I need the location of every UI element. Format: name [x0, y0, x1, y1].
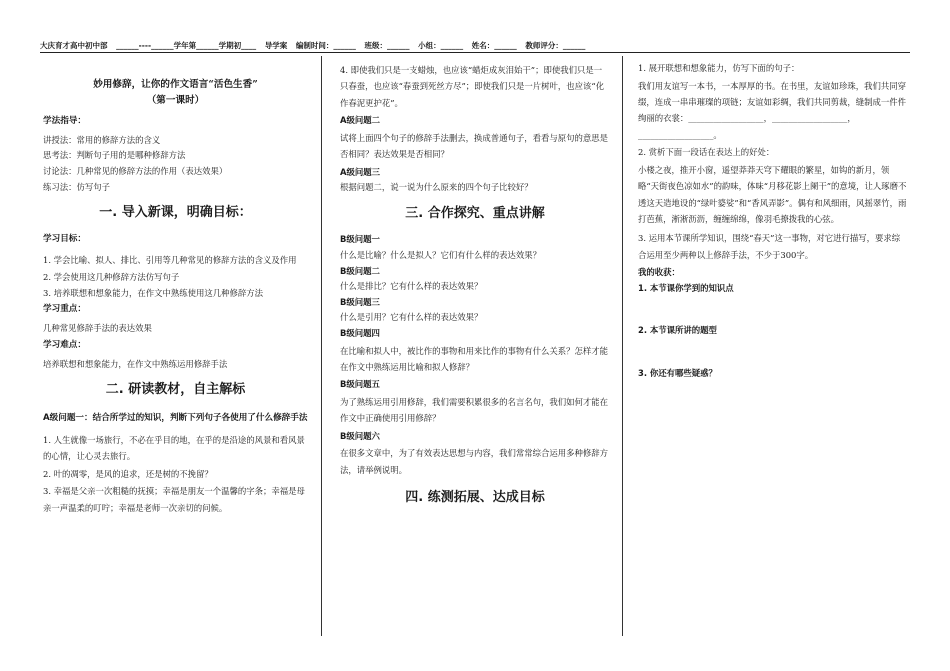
question-b4-title: B级问题四 — [340, 327, 380, 338]
header-class: 班级：______ — [364, 41, 410, 50]
goal-item: 3. 培养联想和想象能力，在作文中熟练使用这几种修辞方法 — [43, 287, 264, 298]
header-name: 姓名：______ — [471, 41, 517, 50]
header-year: ______----______学年第______学期初____ — [116, 41, 257, 50]
sentence-item: 2. 叶的凋零，是风的追求，还是树的不挽留？ — [43, 468, 213, 479]
question-b6-title: B级问题六 — [340, 430, 380, 441]
exercise-2-text: 小楼之夜，推开小窗，遥望莽莽天穹下耀眼的繁星，如钩的新月，领略“天街夜色凉如水”的韵味，体味“月移花影上阑干”的意境，让人琢磨不透这天造地设的“绿叶婆娑”和“香风弄影”。偶有和风细雨，风摇翠竹，雨打芭蕉，淅淅沥沥，缠缠绵绵，像羽毛撩拨我的心弦。 — [638, 164, 907, 224]
key-text: 几种常见修辞手法的表达效果 — [43, 323, 152, 333]
question-b6: 在很多文章中，为了有效表达思想与内容，我们常常综合运用多种修辞方法，请举例说明。 — [340, 448, 608, 475]
header-score: 教师评分：______ — [525, 41, 586, 50]
question-a1: A级问题一：结合所学过的知识，判断下列句子各使用了什么修辞手法 — [43, 412, 308, 423]
question-b2: 什么是排比？它有什么样的表达效果？ — [340, 281, 483, 292]
exercise-1: 1. 展开联想和想象能力，仿写下面的句子： — [638, 63, 800, 73]
goals-heading: 学习目标： — [43, 233, 86, 244]
question-a2-title: A级问题二 — [340, 115, 380, 126]
question-a3-title: A级问题三 — [340, 166, 380, 177]
section-heading-3: 三. 合作探究、重点讲解 — [405, 205, 545, 221]
column-divider-2 — [622, 56, 623, 636]
sentence-item: 4. 即使我们只是一支蜡烛，也应该“蜡炬成灰泪始干”；即使我们只是一只春蚕，也应该“春蚕到死丝方尽”；即使我们只是一片树叶，也应该“化作春泥更护花”。 — [340, 65, 605, 108]
question-a2: 试将上面四个句子的修辞手法删去，换成普通句子，看看与原句的意思是否相同？表达效果是否相同？ — [340, 132, 608, 160]
lesson-title: 妙用修辞，让你的作文语言“活色生香” — [93, 79, 258, 90]
goal-item: 2. 学会使用这几种修辞方法仿写句子 — [43, 271, 180, 282]
header-divider — [40, 52, 910, 53]
question-b5: 为了熟练运用引用修辞，我们需要积累很多的名言名句，我们如何才能在作文中正确使用引用修辞？ — [340, 396, 608, 424]
column-left — [43, 62, 308, 519]
harvest-item-3: 3. 你还有哪些疑惑？ — [638, 367, 717, 378]
question-a3: 根据问题二，说一说为什么原来的四个句子比较好？ — [340, 182, 533, 193]
method-item: 练习法：仿写句子 — [43, 181, 110, 192]
exercise-2: 2. 赏析下面一段话在表达上的好处： — [638, 147, 775, 158]
question-b2-title: B级问题二 — [340, 265, 380, 276]
column-divider-1 — [321, 56, 322, 636]
question-b5-title: B级问题五 — [340, 379, 380, 390]
harvest-heading: 我的收获： — [638, 267, 680, 278]
method-heading: 学法指导： — [43, 115, 86, 126]
question-b3: 什么是引用？它有什么样的表达效果？ — [340, 312, 483, 323]
column-middle — [340, 62, 610, 518]
difficulty-heading: 学习难点： — [43, 339, 86, 350]
sentence-item: 3. 幸福是父亲一次粗糙的抚摸；幸福是朋友一个温馨的字条；幸福是母亲一声温柔的叮咛；幸福是老师一次亲切的问候。 — [43, 486, 305, 513]
method-item: 讲授法：常用的修辞方法的含义 — [43, 134, 161, 145]
harvest-item-2: 2. 本节课所讲的题型 — [638, 325, 717, 336]
section-heading-2: 二. 研读教材，自主解标 — [105, 382, 246, 398]
method-item: 讨论法：几种常见的修辞方法的作用（表达效果） — [43, 165, 228, 176]
exercise-1-text: 我们用友谊写一本书，一本厚厚的书。在书里，友谊如珍珠，我们共同穿缀，连成一串串璀璨的项链；友谊如彩绸，我们共同剪裁，缝制成一件件绚丽的衣裳：__________________，__________________，__________________。 — [638, 80, 906, 140]
harvest-item-1: 1. 本节课你学到的知识点 — [638, 282, 734, 293]
question-b1-title: B级问题一 — [340, 234, 380, 245]
difficulty-text: 培养联想和想象能力，在作文中熟练运用修辞手法 — [43, 358, 228, 369]
key-heading: 学习重点： — [43, 304, 86, 315]
goal-item: 1. 学会比喻、拟人、排比、引用等几种常见的修辞方法的含义及作用 — [43, 254, 297, 265]
section-heading-4: 四. 练测拓展、达成目标 — [405, 490, 545, 506]
lesson-subtitle: （第一课时） — [146, 95, 205, 107]
exercise-3: 3. 运用本节课所学知识，围绕“春天”这一事物，对它进行描写，要求综合运用至少两种以上修辞手法，不少于300字。 — [638, 233, 901, 260]
header-doc-type: 导学案 — [264, 41, 288, 50]
header-time: 编制时间：______ — [295, 41, 356, 50]
header-group: 小组：______ — [418, 41, 464, 50]
question-b1: 什么是比喻？什么是拟人？它们有什么样的表达效果？ — [340, 249, 541, 260]
sentence-item: 1. 人生就像一场旅行，不必在乎目的地，在乎的是沿途的风景和看风景的心情，让心灵去旅行。 — [43, 434, 305, 462]
question-b4: 在比喻和拟人中，被比作的事物和用来比作的事物有什么关系？怎样才能在作文中熟练运用比喻和拟人修辞？ — [340, 345, 608, 372]
method-item: 思考法：判断句子用的是哪种修辞方法 — [43, 150, 186, 161]
question-b3-title: B级问题三 — [340, 296, 380, 307]
section-heading-1: 一. 导入新课，明确目标： — [99, 205, 252, 221]
column-right — [638, 62, 908, 383]
header-school: 大庆育才高中初中部 — [40, 41, 108, 50]
